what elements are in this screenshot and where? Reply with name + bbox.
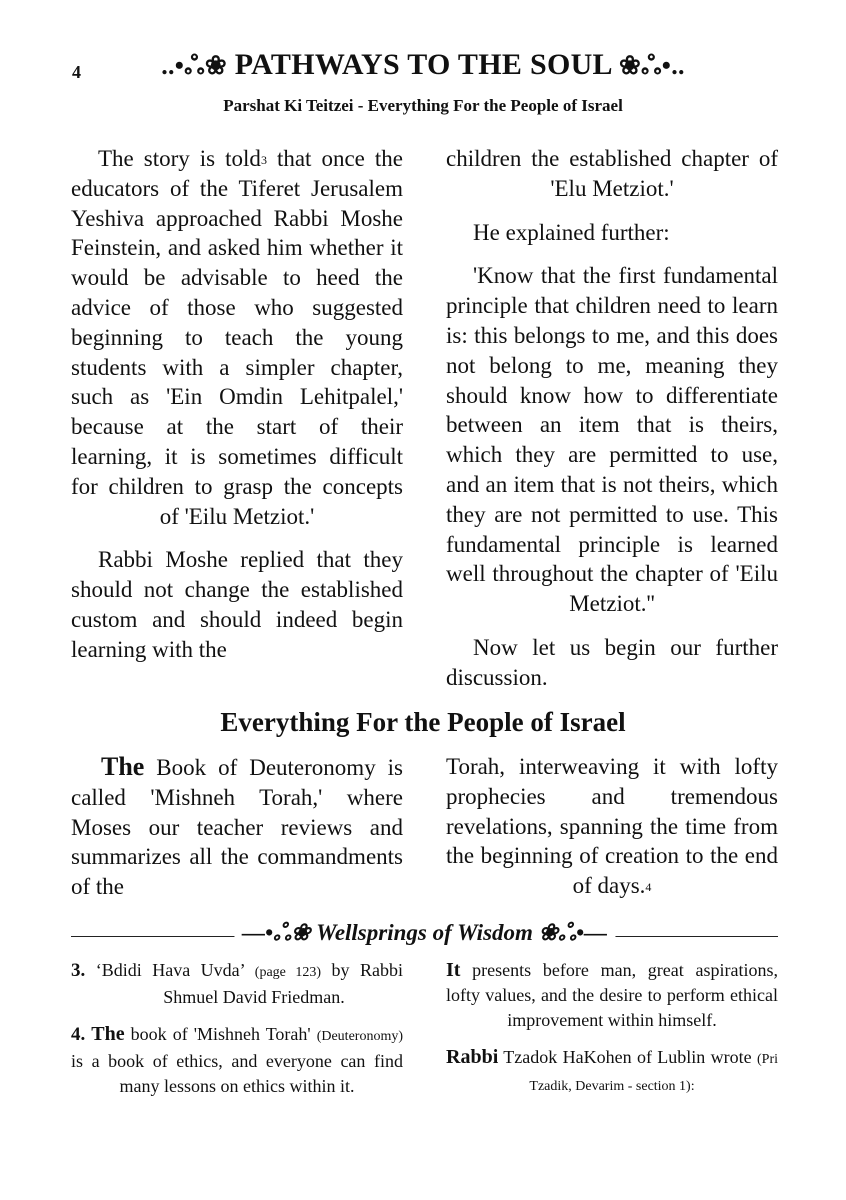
section-text-start: Book of Deuteronomy is called 'Mishneh Torah,' where Moses our teacher reviews and summarizes all the commandments of the	[71, 755, 403, 900]
footnotes-left-column	[71, 958, 403, 1111]
reply-paragraph: Rabbi Moshe replied that they should not change the established custom and should indeed begin learning with the	[71, 547, 403, 662]
footnote-4-text: book of 'Mishneh Torah'	[124, 1024, 317, 1044]
footnote-4-number: 4.	[71, 1024, 86, 1045]
running-header	[0, 48, 846, 84]
attribution-lead: Rabbi	[446, 1046, 499, 1068]
section-right-column	[446, 752, 778, 915]
discussion-paragraph: Now let us begin our further discussion.	[446, 634, 778, 690]
page-number: 4	[72, 62, 81, 82]
chapter-subtitle: Parshat Ki Teitzei - Everything For the People of Israel	[223, 96, 623, 115]
section-text-rest: Torah, interweaving it with lofty prophecies and tremendous revelations, spanning the time from the beginning of creation to the end of days.	[446, 754, 778, 899]
lead-word: The	[101, 752, 145, 781]
intro-left-column	[71, 144, 403, 679]
section-left-column	[71, 752, 403, 916]
story-text-start: The story is told	[98, 146, 261, 171]
story-text-rest: that once the educators of the Tiferet Jerusalem Yeshiva approached Rabbi Moshe Feinstein, and asked him whether it would be advisable to heed the advice of those who suggested beginning to teach the young students with a simpler chapter, such as 'Ein Omdin Lehitpalel,' because at the start of their learning, it is sometimes difficult for children to grasp the concepts of 'Eilu Metziot.'	[71, 146, 403, 529]
continuation-lead: It	[446, 959, 461, 981]
explained-paragraph: He explained further:	[473, 219, 670, 245]
footnote-3-number: 3.	[71, 960, 86, 981]
footnote-3	[71, 958, 403, 1010]
intro-right-column	[446, 144, 778, 707]
footnote-3-page: (page 123)	[254, 965, 322, 980]
book-title: PATHWAYS TO THE SOUL	[234, 48, 612, 81]
wellsprings-label: —•ஃ❀ Wellsprings of Wisdom ❀ஃ•—	[234, 920, 615, 949]
footnote-4-paren: (Deuteronomy)	[316, 1029, 403, 1044]
section-heading: Everything For the People of Israel	[220, 707, 626, 737]
footnote-ref-3[interactable]: 3	[260, 153, 267, 167]
footnote-4-continuation	[446, 958, 778, 1033]
reply-continuation: children the established chapter of 'Elu Metziot.'	[446, 146, 778, 201]
footnote-3-author: by Rabbi Shmuel David Friedman.	[163, 960, 403, 1007]
footnote-4	[71, 1022, 403, 1099]
footnote-3-text: ‘Bdidi Hava Uvda’	[85, 960, 255, 980]
ornament-right-icon: ❀ஃ•..	[619, 51, 685, 80]
principle-quote: 'Know that the first fundamental principle that children need to learn is: this belongs to me, and this does not belong to me, meaning they should know how to differentiate between an item that is theirs, which they are permitted to use, and an item that is not theirs, which they are not permitted to use. This fundamental principle is learned well throughout the chapter of 'Eilu Metziot.''	[446, 263, 778, 617]
story-paragraph	[71, 144, 403, 531]
attribution-text: Tzadok HaKohen of Lublin wrote	[498, 1047, 757, 1067]
quote-attribution	[446, 1045, 778, 1099]
attribution-source: (Pri Tzadik, Devarim - section 1):	[529, 1052, 778, 1094]
section-paragraph	[71, 752, 403, 902]
section-paragraph-continuation	[446, 752, 778, 901]
notes-divider	[71, 918, 778, 954]
footnotes-right-column	[446, 958, 778, 1111]
ornament-left-icon: ..•ஃ❀	[161, 51, 227, 80]
footnote-ref-4[interactable]: 4	[645, 880, 652, 895]
footnote-4-lead: The	[91, 1023, 125, 1045]
footnote-4-rest: is a book of ethics, and everyone can find many lessons on ethics within it.	[71, 1051, 403, 1096]
continuation-text: presents before man, great aspirations, lofty values, and the desire to perform ethical improvement within himself.	[446, 960, 778, 1030]
